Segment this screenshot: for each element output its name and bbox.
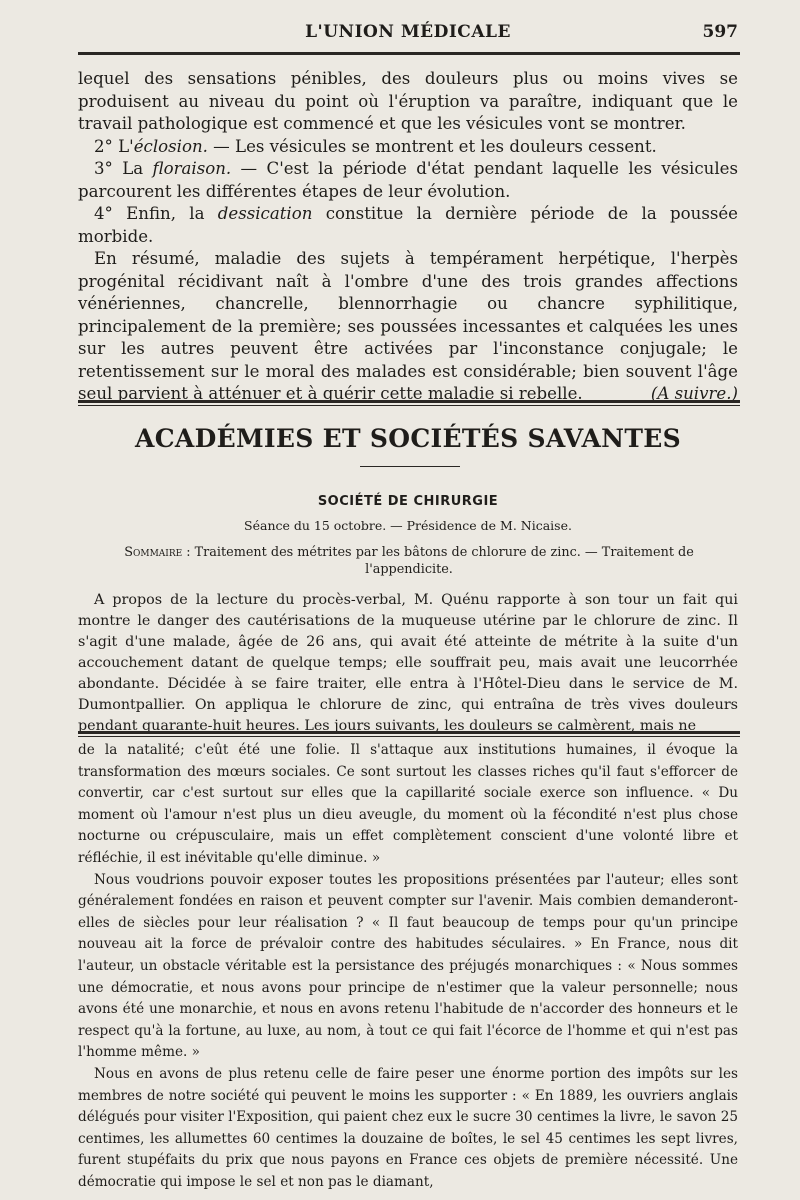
section-rule-upper	[78, 400, 740, 403]
surgery-report	[78, 590, 738, 737]
paragraph-dessication: 4° Enfin, la dessication constitue la dernière période de la poussée morbide.	[78, 204, 738, 246]
feuilleton-paragraph-1: de la natalité; c'eût été une folie. Il s'attaque aux institutions humaines, il évoque la transformation des mœurs sociales. Ce sont surtout les classes riches qu'il faut s'efforcer de convertir, car c'est surtout sur elles que la capillarité sociale exerce son influence. « Du moment où l'amour n'est plus un dieu aveugle, du moment où la fécondité n'est plus chose nocturne ou crépusculaire, mais un effet complètement conscient d'une volonté libre et réfléchie, il est inévitable qu'elle diminue. »	[78, 742, 738, 866]
session-summary: Sommaire : Traitement des métrites par les bâtons de chlorure de zinc. — Traitement de l'appendicite.	[124, 545, 694, 577]
feuilleton-paragraph-2: Nous voudrions pouvoir exposer toutes les propositions présentées par l'auteur; elles sont généralement fondées en raison et peuvent compter sur l'avenir. Mais combien demanderont-elles de siècles pour leur réalisation ? « Il faut beaucoup de temps pour qu'un principe nouveau ait la force de prévaloir contre des habitudes séculaires. » En France, nous dit l'auteur, un obstacle véritable est la persistance des préjugés monarchiques : « Nous sommes une démocratie, et nous avons pour principe de n'estimer que la valeur personnelle; nous avons été une monarchie, et nous en avons retenu l'habitude de n'accorder des honneurs et le respect qu'à la fortune, au luxe, au nom, à tout ce qui fait l'écorce de l'homme et qui n'est pas l'homme même. »	[78, 871, 738, 1061]
feuilleton-rule-lower	[78, 736, 740, 737]
page-header	[78, 20, 738, 50]
paragraph-summary: En résumé, maladie des sujets à tempérament herpétique, l'herpès progénital récidivant naît à l'ombre d'une des trois grandes affections vénériennes, chancrelle, blennorrhagie ou chancre syphilitique, principalement de la première; ses poussées incessantes et calquées les unes sur les autres peuvent être activées par l'inconstance conjugale; le retentissement sur le moral des malades est considérable; bien souvent l'âge seul parvient à atténuer et à guérir cette maladie si rebelle. (A suivre.)	[78, 248, 738, 406]
paragraph-prodrome: lequel des sensations pénibles, des douleurs plus ou moins vives se produisent au niveau du point où l'éruption va paraître, indiquant que le travail pathologique est commencé et que les vésicules vont se montrer.	[78, 69, 738, 133]
section-heading: ACADÉMIES ET SOCIÉTÉS SAVANTES	[135, 424, 681, 453]
running-title: L'UNION MÉDICALE	[305, 22, 511, 42]
heading-underline	[360, 466, 460, 467]
society-name: SOCIÉTÉ DE CHIRURGIE	[317, 494, 499, 509]
feuilleton-paragraph-3: Nous en avons de plus retenu celle de faire peser une énorme portion des impôts sur les membres de notre société qui peuvent le moins les supporter : « En 1889, les ouvriers anglais délégués pour visiter l'Exposition, qui paient chez eux le sucre 30 centimes la livre, le savon 25 centimes, les allumettes 60 centimes la douzaine de boîtes, le sel 45 centimes les sept livres, furent stupéfaits du prix que nous payons en France ces objets de première nécessité. Une démocratie qui impose le sel et non pas le diamant,	[78, 1065, 738, 1190]
feuilleton-rule-upper	[78, 731, 740, 734]
section-rule-lower	[78, 405, 740, 406]
header-rule	[78, 52, 740, 55]
page-number: 597	[702, 22, 738, 42]
continued-note: (A suivre.)	[650, 384, 738, 403]
feuilleton-text	[78, 740, 738, 1193]
paragraph-floraison: 3° La floraison. — C'est la période d'état pendant laquelle les vésicules parcourent les différentes étapes de leur évolution.	[78, 159, 738, 201]
paragraph-quenu: A propos de la lecture du procès-verbal, M. Quénu rapporte à son tour un fait qui montre le danger des cautérisations de la muqueuse utérine par le chlorure de zinc. Il s'agit d'une malade, âgée de 26 ans, qui avait été atteinte de métrite à la suite d'un accouchement datant de quelque temps; elle souffrait peu, mais avait une leucorrhée abondante. Décidée à se faire traiter, elle entra à l'Hôtel-Dieu dans le service de M. Dumontpallier. On appliqua le chlorure de zinc, qui entraîna de très vives douleurs pendant quarante-huit heures. Les jours suivants, les douleurs se calmèrent, mais ne	[78, 592, 738, 734]
session-line: Séance du 15 octobre. — Présidence de M. Nicaise.	[244, 518, 572, 533]
herpes-article-continuation	[78, 68, 738, 406]
paragraph-eclosion: 2° L'éclosion. — Les vésicules se montrent et les douleurs cessent.	[94, 136, 657, 156]
